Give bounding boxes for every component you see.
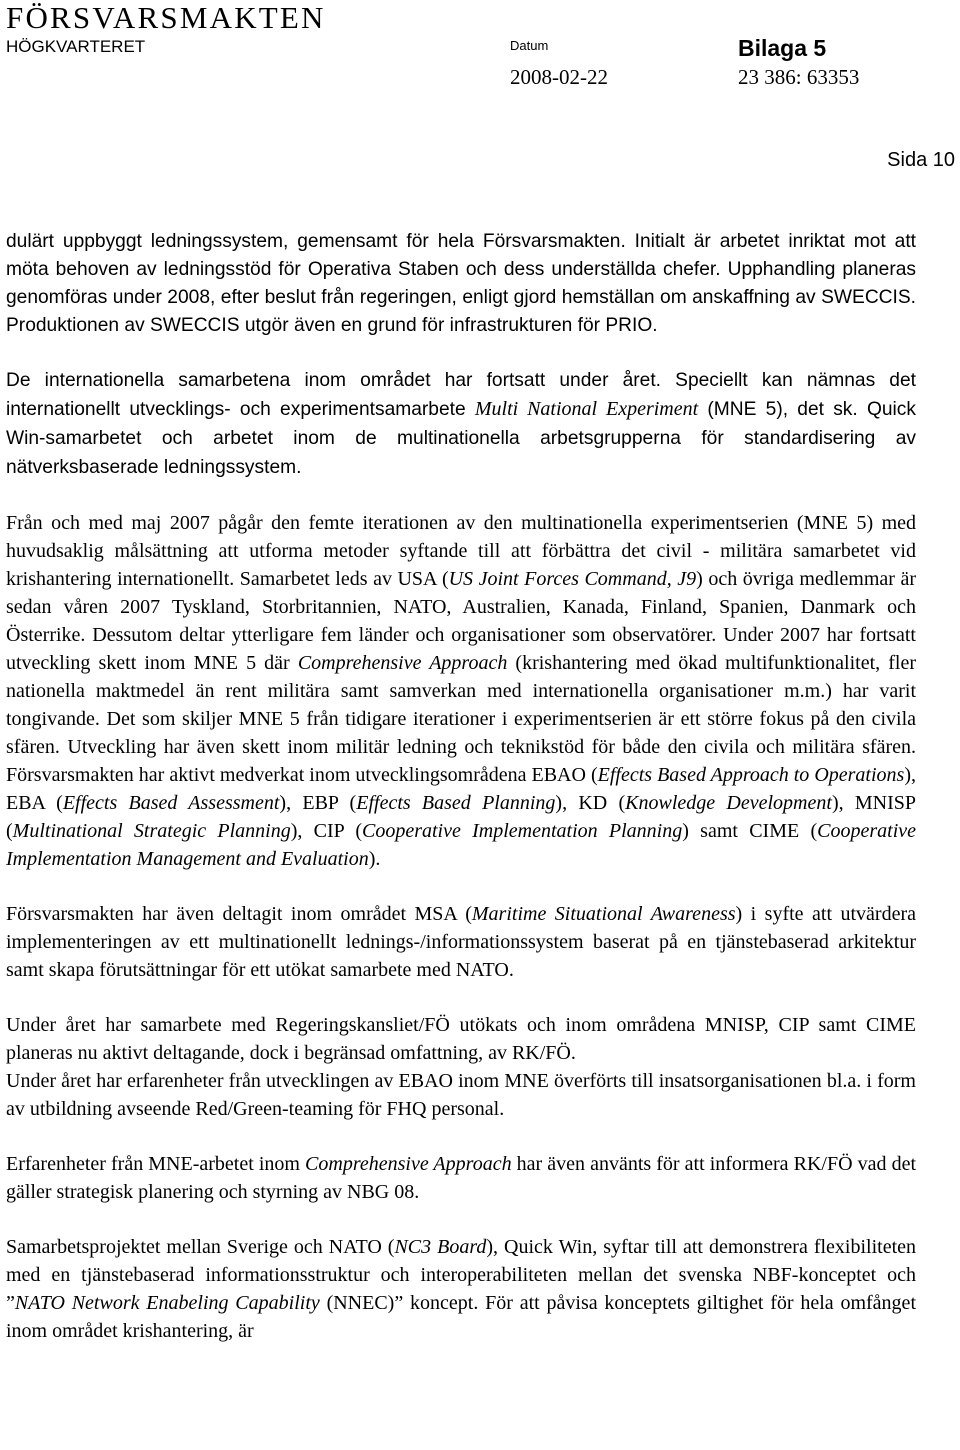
paragraph-8: Samarbetsprojektet mellan Sverige och NATO (NC3 Board), Quick Win, syftar till att demonstrera flexibiliteten med en tjänstebaserad informationsstruktur och interoperabiliteten mellan det svenska NBF-konceptet och ”NATO Network Enabeling Capability (NNEC)” koncept. För att påvisa konceptets giltighet för hela omfånget inom området krishantering, är (6, 1236, 917, 1342)
page-number: Sida 10 (887, 149, 955, 171)
paragraph-2: De internationella samarbetena inom området har fortsatt under året. Speciellt kan nämnas det internationellt utvecklings- och experimentsamarbete Multi National Experiment (MNE 5), det sk. Quick Win-samarbetet och arbetet inom de multinationella arbetsgrupperna för standardisering av nätverksbaserade ledningssystem. (6, 370, 916, 478)
document-body (6, 228, 916, 1345)
paragraph-4: Försvarsmakten har även deltagit inom området MSA (Maritime Situational Awareness) i syfte att utvärdera implementeringen av ett multinationellt lednings-/informationssystem baserat på en tjänstebaserad arkitektur samt skapa förutsättningar för ett utökat samarbete med NATO. (6, 903, 917, 981)
paragraph-1: dulärt uppbyggt ledningssystem, gemensamt för hela Försvarsmakten. Initialt är arbetet inriktat mot att möta behoven av ledningsstöd för Operativa Staben och dess underställda chefer. Upphandling planeras genomföras under 2008, efter beslut från regeringen, enligt gjord hemställan om anskaffning av SWECCIS. Produktionen av SWECCIS utgör även en grund för infrastrukturen för PRIO. (6, 231, 916, 336)
reference-number: 23 386: 63353 (738, 65, 860, 89)
paragraph-7: Erfarenheter från MNE-arbetet inom Comprehensive Approach har även använts för att informera RK/FÖ vad det gäller strategisk planering och styrning av NBG 08. (6, 1153, 917, 1203)
document-date: 2008-02-22 (510, 65, 608, 89)
paragraph-6: Under året har erfarenheter från utvecklingen av EBAO inom MNE överförts till insatsorganisationen bl.a. i form av utbildning avseende Red/Green-teaming för FHQ personal. (6, 1070, 916, 1120)
unit-name: HÖGKVARTERET (6, 37, 146, 56)
organization-name: FÖRSVARSMAKTEN (6, 0, 326, 35)
paragraph-5: Under året har samarbete med Regeringskansliet/FÖ utökats och inom områdena MNISP, CIP samt CIME planeras nu aktivt deltagande, dock i begränsad omfattning, av RK/FÖ. (6, 1014, 916, 1064)
date-label: Datum (510, 38, 549, 53)
paragraph-3: Från och med maj 2007 pågår den femte iterationen av den multinationella experimentserien (MNE 5) med huvudsaklig målsättning att utforma metoder syftande till att förbättra det civil - militära samarbetet vid krishantering internationellt. Samarbetet leds av USA (US Joint Forces Command, J9) och övriga medlemmar är sedan våren 2007 Tyskland, Storbritannien, NATO, Australien, Kanada, Finland, Spanien, Danmark och Österrike. Dessutom deltar ytterligare fem länder och organisationer som observatörer. Under 2007 har fortsatt utveckling skett inom MNE 5 där Comprehensive Approach (krishantering med ökad multifunktionalitet, fler nationella maktmedel än rent militära samt samverkan med internationella organisationer m.m.) har varit tongivande. Det som skiljer MNE 5 från tidigare iterationer i experimentserien är ett större fokus på den civila sfären. Utveckling har även skett inom militär ledning och teknikstöd för både den civila och militära sfären. Försvarsmakten har aktivt medverkat inom utvecklingsområdena EBAO (Effects Based Approach to Operations), EBA (Effects Based Assessment), EBP (Effects Based Planning), KD (Knowledge Development), MNISP (Multinational Strategic Planning), CIP (Cooperative Implementation Planning) samt CIME (Cooperative Implementation Management and Evaluation). (6, 512, 917, 870)
attachment-label: Bilaga 5 (738, 35, 827, 61)
